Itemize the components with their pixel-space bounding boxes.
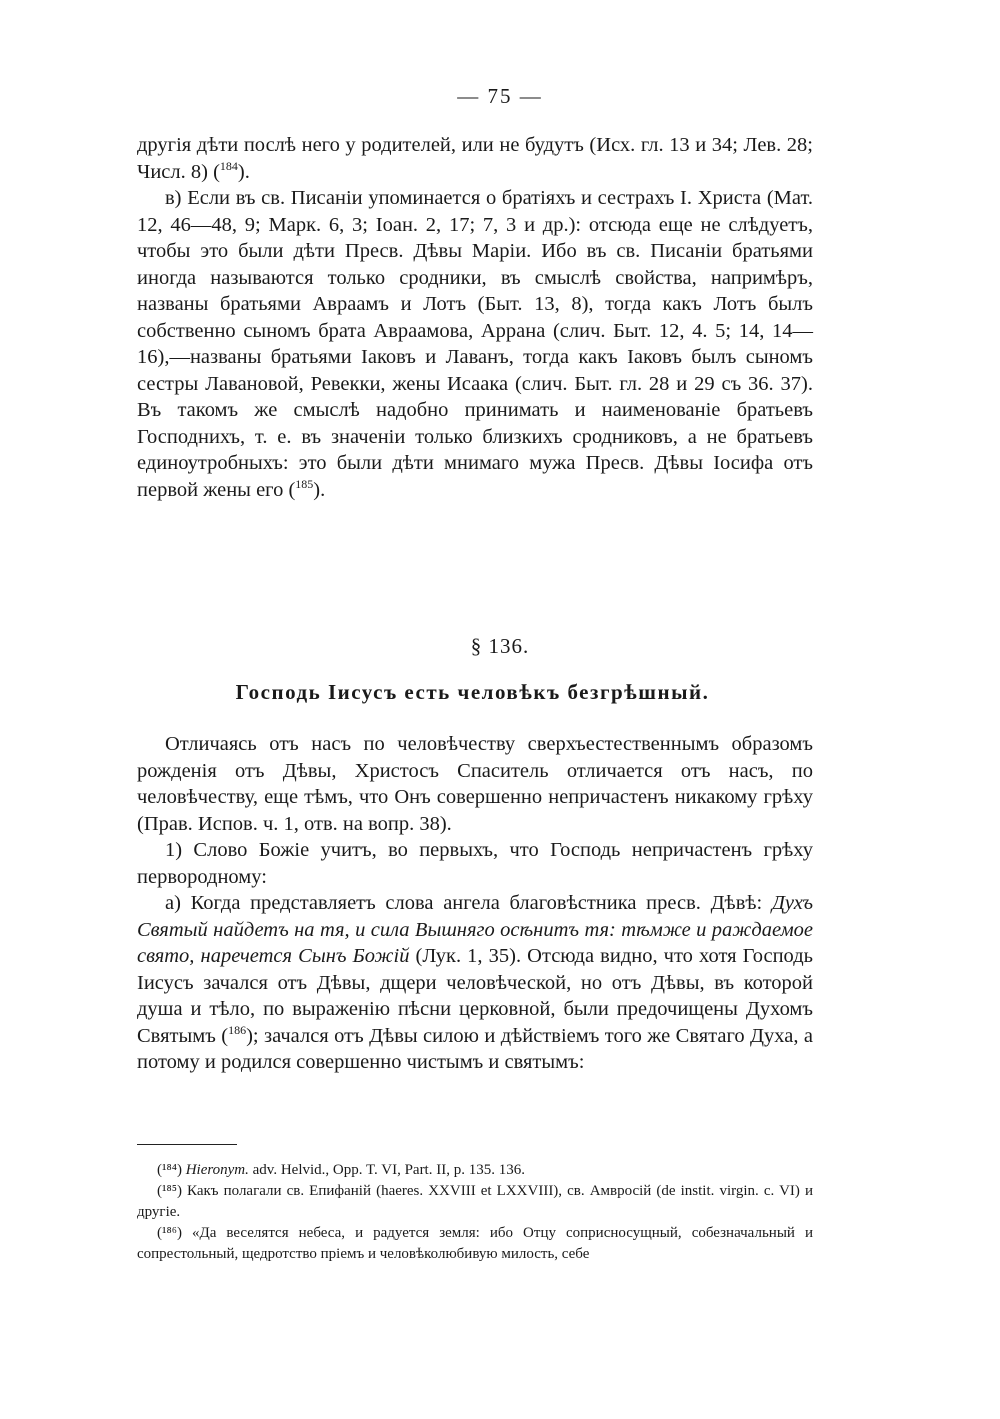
scripture-quote: Духъ Святый найдетъ на тя, и сила Вышняго осѣнитъ тя: тѣмже и раждаемое свято, наречется Сынъ Божій xyxy=(137,892,813,967)
section-number: § 136. xyxy=(470,634,530,658)
paragraph xyxy=(137,890,813,1076)
paragraph-text-end: ). xyxy=(313,478,326,501)
section-body xyxy=(137,731,813,1076)
footnote-divider xyxy=(137,1144,237,1145)
paragraph-text: а) Когда представляетъ слова ангела благовѣстника пресв. Дѣвѣ: xyxy=(165,892,772,914)
continued-text-block xyxy=(137,132,813,503)
footnote-text: Какъ полагали св. Епифаній (haeres. XXVIII et LXXVIII), св. Амвросій (de instit. virgin. c. VI) и другіе. xyxy=(137,1183,813,1220)
footnote xyxy=(137,1160,813,1181)
paragraph-text: в) Если въ св. Писаніи упоминается о братіяхъ и сестрахъ І. Христа (Мат. 12, 46—48, 9; Марк. 6, 3; Іоан. 2, 17; 7, 3 и др.): отсюда еще не слѣдуетъ, чтобы это были дѣти Пресв. Дѣвы Маріи. Ибо въ св. Писаніи братьями иногда называются только сродники, въ смыслѣ свойства, напримѣръ, названы братьями Авраамъ и Лотъ (Быт. 13, 8), тогда какъ Лотъ былъ собственно сыномъ брата Авраамова, Аррана (слич. Быт. 12, 4. 5; 14, 14—16),—названы братьями Іаковъ и Лаванъ, тогда какъ Іаковъ былъ сыномъ сестры Лавановой, Ревекки, жены Исаака (слич. Быт. гл. 28 и 29 съ 36. 37). Въ такомъ же смыслѣ надобно принимать и наименованіе братьевъ Господнихъ, т. е. въ значеніи только близкихъ сродниковъ, а не братьевъ единоутробныхъ: это были дѣти мнимаго мужа Пресв. Дѣвы Іосифа отъ первой жены его ( xyxy=(137,187,813,501)
footnote-mark: (¹⁸⁴) xyxy=(157,1162,182,1178)
footnote-ref[interactable]: 184 xyxy=(219,158,238,173)
paragraph-text-end: ). xyxy=(237,160,250,183)
footnote-mark: (¹⁸⁵) xyxy=(157,1183,182,1199)
paragraph: 1) Слово Божіе учитъ, во первыхъ, что Господь непричастенъ грѣху первородному: xyxy=(137,839,813,888)
paragraph xyxy=(137,132,813,185)
paragraph: Отличаясь отъ насъ по человѣчеству сверхъестественнымъ образомъ рожденія отъ Дѣвы, Христосъ Спаситель отличается отъ насъ, по человѣчеству, еще тѣмъ, что Онъ совершенно непричастенъ никакому грѣху (Прав. Испов. ч. 1, отв. на вопр. 38). xyxy=(137,733,813,835)
paragraph-text: (Лук. 1, 35). Отсюда видно, что хотя Господь Іисусъ зачался отъ Дѣвы, дщери человѣческой, но отъ Дѣвы, въ которой душа и тѣло, по выраженію пѣсни церковной, были предочищены Духомъ Святымъ ( xyxy=(137,945,813,1047)
paragraph xyxy=(137,185,813,503)
page-number: — 75 — xyxy=(457,84,543,108)
paragraph-text: другія дѣти послѣ него у родителей, или не будутъ (Исх. гл. 13 и 34; Лев. 28; Числ. 8) ( xyxy=(137,134,813,183)
paragraph-text-end: ); зачался отъ Дѣвы силою и дѣйствіемъ того же Святаго Духа, а потому и родился совершенно чистымъ и святымъ: xyxy=(137,1024,813,1073)
footnote-ref[interactable]: 186 xyxy=(228,1022,247,1037)
footnote xyxy=(137,1181,813,1223)
footnote-text: adv. Helvid., Opp. T. VI, Part. II, p. 135. 136. xyxy=(248,1162,525,1178)
footnotes xyxy=(137,1160,813,1265)
footnote-author: Hieronym. xyxy=(185,1162,249,1178)
section-title: Господь Іисусъ есть человѣкъ безгрѣшный. xyxy=(235,680,710,704)
footnote-text: «Да веселятся небеса, и радуется земля: ибо Отцу соприсносущный, собезначальный и сопрестольный, щедротство пріемъ и человѣколюбивую милость, себе xyxy=(137,1225,813,1262)
footnote xyxy=(137,1223,813,1265)
footnote-ref[interactable]: 185 xyxy=(295,476,314,491)
footnote-mark: (¹⁸⁶) xyxy=(157,1225,182,1241)
